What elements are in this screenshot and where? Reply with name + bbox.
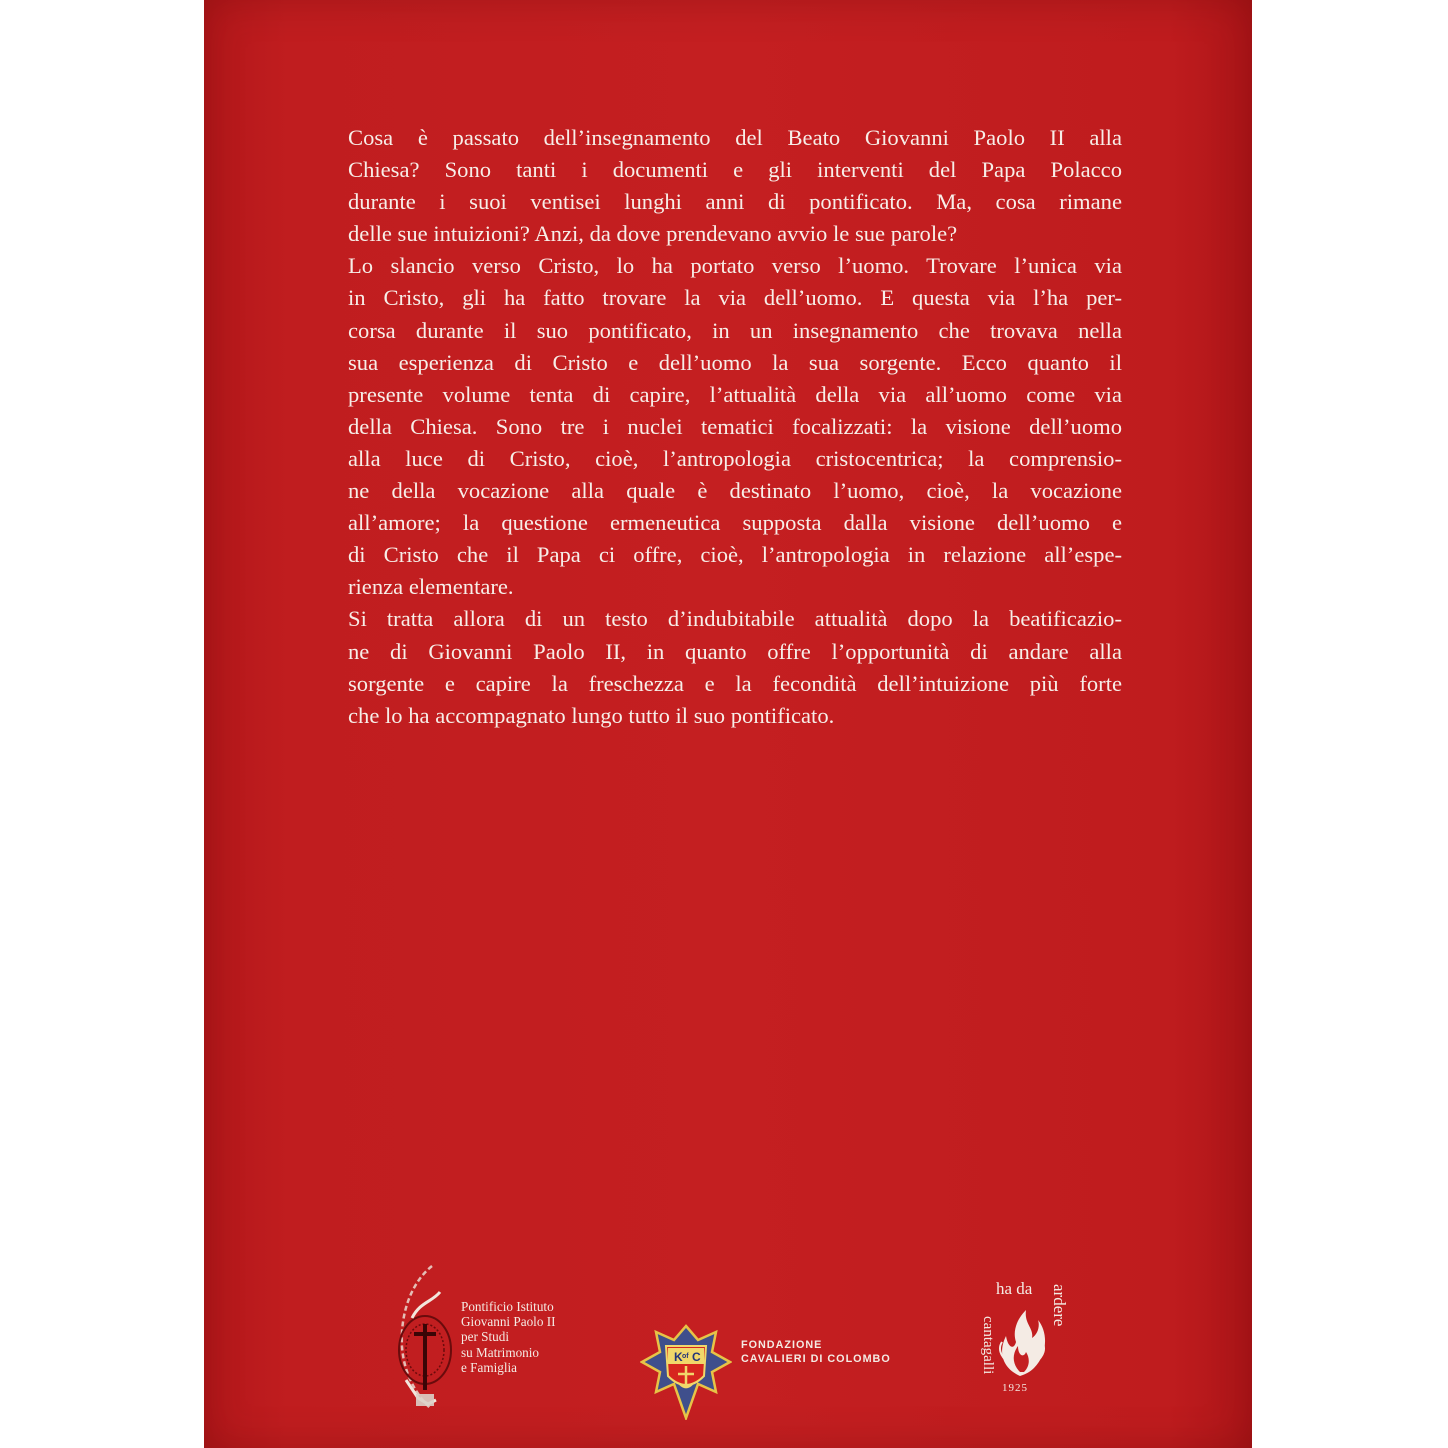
pontifical-institute-name	[461, 1299, 611, 1375]
text-line: Chiesa? Sono tanti i documenti e gli interventi del Papa Polacco	[348, 157, 1122, 183]
text-line: delle sue intuizioni? Anzi, da dove prendevano avvio le sue parole?	[348, 221, 958, 247]
paragraph-3	[348, 603, 1122, 731]
logo-right-word: ardere	[1050, 1284, 1069, 1327]
text-line: ne di Giovanni Paolo II, in quanto offre l’opportunità di andare alla	[348, 638, 1122, 664]
kofc-letter-c: C	[692, 1350, 701, 1364]
logo-top-word: ha da	[996, 1279, 1033, 1298]
logo-text-line: su Matrimonio	[461, 1344, 540, 1360]
text-line: sua esperienza di Cristo e dell’uomo la sua sorgente. Ecco quanto il	[348, 349, 1122, 375]
logo-text-line: FONDAZIONE	[741, 1339, 823, 1351]
kofc-letter-k: K	[674, 1350, 683, 1364]
text-line: Cosa è passato dell’insegnamento del Beato Giovanni Paolo II alla	[348, 125, 1122, 150]
text-line: Si tratta allora di un testo d’indubitabile attualità dopo la beatificazio-	[348, 606, 1122, 632]
kofc-letters-of: of	[682, 1353, 689, 1360]
text-line: in Cristo, gli ha fatto trovare la via dell’uomo. E questa via l’ha per-	[348, 285, 1122, 311]
text-line: ne della vocazione alla quale è destinato l’uomo, cioè, la vocazione	[348, 478, 1122, 504]
text-line: sorgente e capire la freschezza e la fecondità dell’intuizione più forte	[348, 670, 1122, 696]
text-line: che lo ha accompagnato lungo tutto il suo pontificato.	[348, 702, 835, 728]
text-line: Lo slancio verso Cristo, lo ha portato verso l’uomo. Trovare l’unica via	[348, 253, 1122, 279]
logo-text-line: Giovanni Paolo II	[461, 1314, 556, 1330]
pontifical-institute-emblem-icon	[392, 1262, 458, 1412]
blurb-text	[348, 122, 1122, 732]
text-line: durante i suoi ventisei lunghi anni di pontificato. Ma, cosa rimane	[348, 189, 1122, 215]
publisher-year: 1925	[1002, 1382, 1028, 1394]
logo-text-line: CAVALIERI DI COLOMBO	[741, 1353, 891, 1365]
logo-text-line: e Famiglia	[461, 1359, 518, 1375]
text-line: all’amore; la questione ermeneutica supposta dalla visione dell’uomo e	[348, 510, 1122, 536]
logo-text-line: per Studi	[461, 1329, 509, 1345]
paragraph-1	[348, 122, 1122, 250]
text-line: corsa durante il suo pontificato, in un insegnamento che trovava nella	[348, 317, 1122, 343]
text-line: della Chiesa. Sono tre i nuclei tematici focalizzati: la visione dell’uomo	[348, 413, 1122, 439]
logo-text-line: Pontificio Istituto	[461, 1299, 554, 1314]
text-line: rienza elementare.	[348, 574, 514, 600]
text-line: alla luce di Cristo, cioè, l’antropologia cristocentrica; la comprensio-	[348, 445, 1122, 471]
publisher-name: cantagalli	[980, 1316, 996, 1375]
knights-of-columbus-emblem-icon	[640, 1324, 732, 1420]
paragraph-2	[348, 250, 1122, 603]
text-line: di Cristo che il Papa ci offre, cioè, l’antropologia in relazione all’espe-	[348, 542, 1122, 568]
knights-of-columbus-name	[741, 1338, 891, 1366]
text-line: presente volume tenta di capire, l’attualità della via all’uomo come via	[348, 381, 1122, 407]
